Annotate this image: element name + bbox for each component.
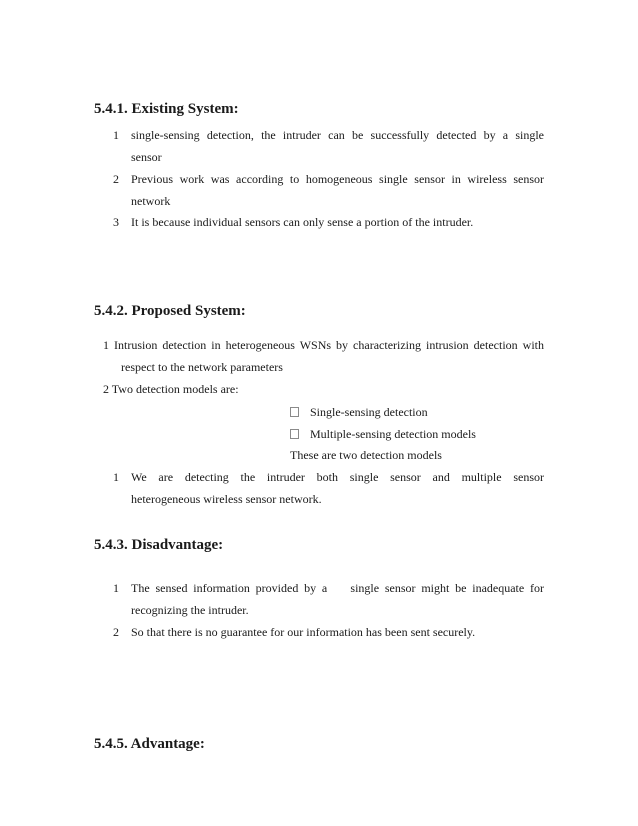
checkbox-bullet-icon [290,407,299,417]
checkbox-bullet-icon [290,429,299,439]
list-item-text: It is because individual sensors can only sense a portion of the intruder. [131,215,474,229]
section-heading-proposed-system: 5.4.2. Proposed System: [94,303,246,319]
list-item-text: The sensed information provided by a single sensor might be inadequate for [131,581,544,595]
bullet-item-text: Multiple-sensing detection models [310,427,476,441]
section-heading-disadvantage: 5.4.3. Disadvantage: [94,537,224,553]
bullet-item [290,404,428,420]
list-item-text-continued: network [131,194,171,208]
list-item-text-continued: respect to the network parameters [121,360,283,374]
bullet-item-text: Single-sensing detection [310,405,428,419]
list-number: 1 [113,128,119,142]
list-item-text: So that there is no guarantee for our information has been sent securely. [131,625,476,639]
section-heading-existing-system: 5.4.1. Existing System: [94,101,239,117]
list-number: 2 [113,625,119,639]
list-number: 1 [113,470,119,484]
list-item-text: We are detecting the intruder both single sensor and multiple sensor [131,470,544,484]
list-number: 3 [113,215,119,229]
list-number: 1 [113,581,119,595]
list-item-text-continued: sensor [131,150,162,164]
list-number: 2 [113,172,119,186]
list-item-text-continued: recognizing the intruder. [131,603,249,617]
list-item-text: 2 Two detection models are: [103,382,239,396]
list-item-text: single-sensing detection, the intruder can be successfully detected by a single [131,128,544,142]
list-item-text: 1 Intrusion detection in heterogeneous WSNs by characterizing intrusion detection with [103,338,544,352]
list-item-text-continued: heterogeneous wireless sensor network. [131,492,322,506]
note-text: These are two detection models [290,448,442,462]
bullet-item [290,426,476,442]
section-heading-advantage: 5.4.5. Advantage: [94,736,205,752]
list-item-text: Previous work was according to homogeneous single sensor in wireless sensor [131,172,544,186]
